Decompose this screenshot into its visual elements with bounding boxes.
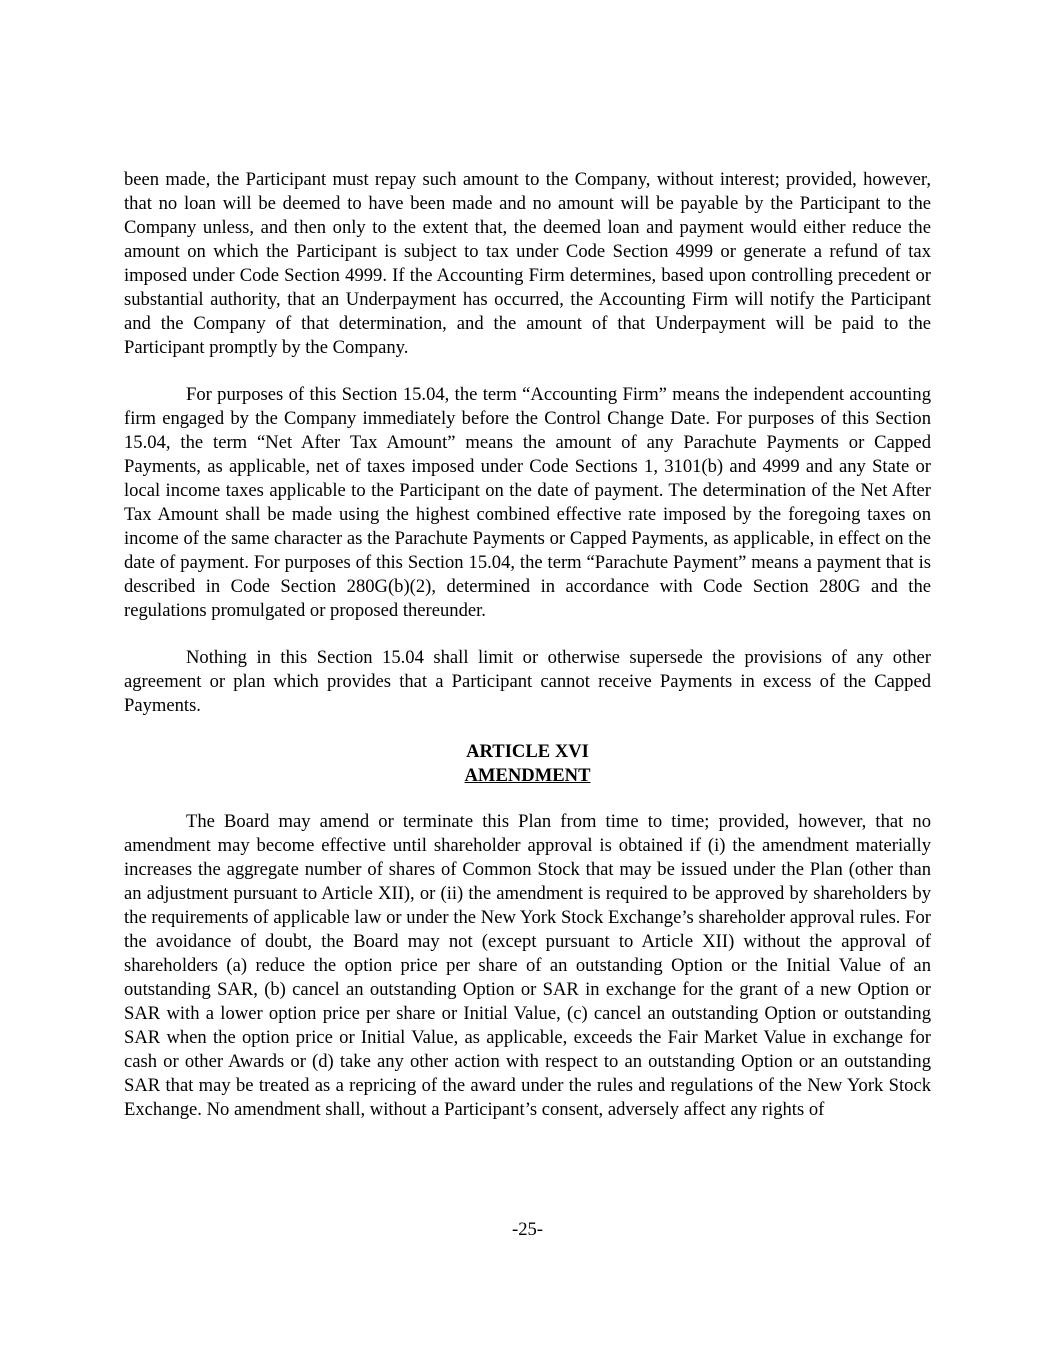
article-number: ARTICLE XVI [466,741,589,762]
paragraph-continuation: been made, the Participant must repay such amount to the Company, without interest; provided, however, that no loan will be deemed to have been made and no amount will be payable by the Participant to the Company unless, and then only to the extent that, the deemed loan and payment would either reduce the amount on which the Participant is subject to tax under Code Section 4999 or generate a refund of tax imposed under Code Section 4999. If the Accounting Firm determines, based upon controlling precedent or substantial authority, that an Underpayment has occurred, the Accounting Firm will notify the Participant and the Company of that determination, and the amount of that Underpayment will be paid to the Participant promptly by the Company. [124,169,931,358]
article-heading [124,740,931,788]
article-title: AMENDMENT [464,765,591,786]
document-page [124,168,931,1122]
paragraph-no-limitation: Nothing in this Section 15.04 shall limit or otherwise supersede the provisions of any other agreement or plan which provides that a Participant cannot receive Payments in excess of the Capped Payments. [124,647,931,716]
paragraph-amendment: The Board may amend or terminate this Plan from time to time; provided, however, that no amendment may become effective until shareholder approval is obtained if (i) the amendment materially increases the aggregate number of shares of Common Stock that may be issued under the Plan (other than an adjustment pursuant to Article XII), or (ii) the amendment is required to be approved by shareholders by the requirements of applicable law or under the New York Stock Exchange’s shareholder approval rules. For the avoidance of doubt, the Board may not (except pursuant to Article XII) without the approval of shareholders (a) reduce the option price per share of an outstanding Option or the Initial Value of an outstanding SAR, (b) cancel an outstanding Option or SAR in exchange for the grant of a new Option or SAR with a lower option price per share or Initial Value, (c) cancel an outstanding Option or outstanding SAR when the option price or Initial Value, as applicable, exceeds the Fair Market Value in exchange for cash or other Awards or (d) take any other action with respect to an outstanding Option or an outstanding SAR that may be treated as a repricing of the award under the rules and regulations of the New York Stock Exchange. No amendment shall, without a Participant’s consent, adversely affect any rights of [124,811,931,1120]
page-number: -25- [512,1219,543,1240]
paragraph-definitions: For purposes of this Section 15.04, the term “Accounting Firm” means the independent accounting firm engaged by the Company immediately before the Control Change Date. For purposes of this Section 15.04, the term “Net After Tax Amount” means the amount of any Parachute Payments or Capped Payments, as applicable, net of taxes imposed under Code Sections 1, 3101(b) and 4999 and any State or local income taxes applicable to the Participant on the date of payment. The determination of the Net After Tax Amount shall be made using the highest combined effective rate imposed by the foregoing taxes on income of the same character as the Parachute Payments or Capped Payments, as applicable, in effect on the date of payment. For purposes of this Section 15.04, the term “Parachute Payment” means a payment that is described in Code Section 280G(b)(2), determined in accordance with Code Section 280G and the regulations promulgated or proposed thereunder. [124,384,931,621]
